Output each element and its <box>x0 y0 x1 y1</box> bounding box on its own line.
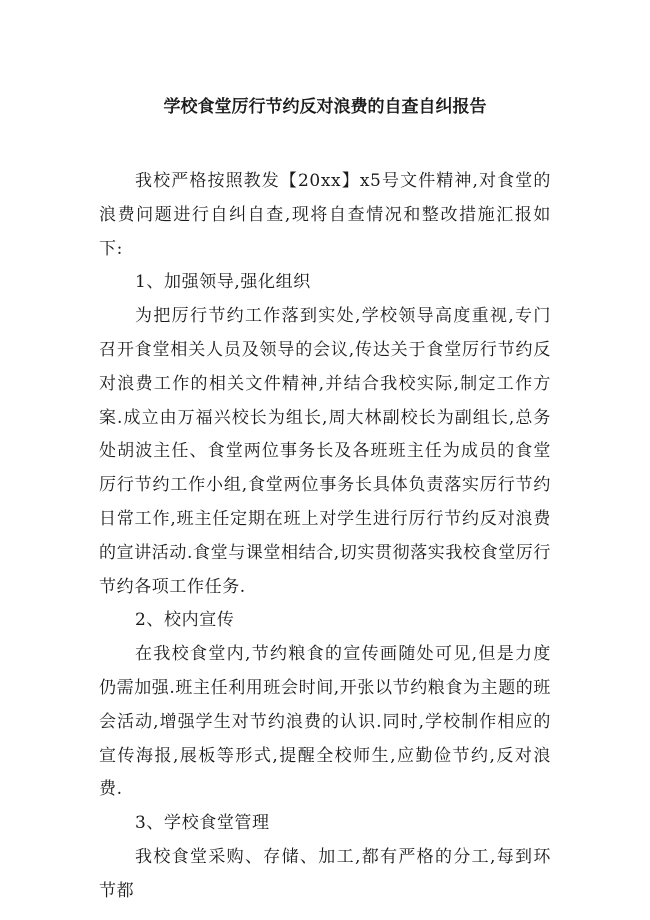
section-heading-1: 1、加强领导,强化组织 <box>135 272 311 293</box>
document-body <box>99 165 551 909</box>
section-body-1: 为把厉行节约工作落到实处,学校领导高度重视,专门召开食堂相关人员及领导的会议,传达关于食堂厉行节约反对浪费工作的相关文件精神,并结合我校实际,制定工作方案.成立由万福兴校长为组长,周大林副校长为副组长,总务处胡波主任、食堂两位事务长及各班班主任为成员的食堂厉行节约工作小组,食堂两位事务长具体负责落实厉行节约日常工作,班主任定期在班上对学生进行厉行节约反对浪费的宣讲活动.食堂与课堂相结合,切实贯彻落实我校食堂厉行节约各项工作任务. <box>99 306 552 597</box>
section-heading-3: 3、学校食堂管理 <box>135 813 270 834</box>
intro-paragraph: 我校严格按照教发【20xx】x5号文件精神,对食堂的浪费问题进行自纠自查,现将自查情况和整改措施汇报如下: <box>99 171 551 259</box>
section-heading-2: 2、校内宣传 <box>135 610 235 631</box>
section-body-2: 在我校食堂内,节约粮食的宣传画随处可见,但是力度仍需加强.班主任利用班会时间,开张以节约粮食为主题的班会活动,增强学生对节约浪费的认识.同时,学校制作相应的宣传海报,展板等形式,提醒全校师生,应勤俭节约,反对浪费. <box>99 644 552 800</box>
document-title: 学校食堂厉行节约反对浪费的自查自纠报告 <box>163 97 487 117</box>
section-body-3: 我校食堂采购、存储、加工,都有严格的分工,每到环节都 <box>99 846 551 901</box>
